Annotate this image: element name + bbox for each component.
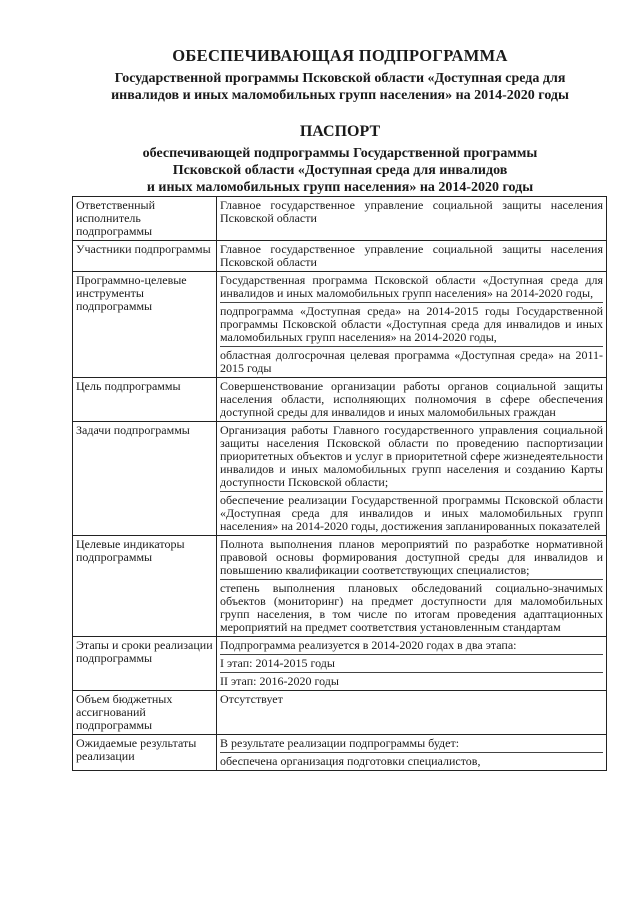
passport-subtitle-line: Псковской области «Доступная среда для инвалидов [172,163,508,178]
document-subtitle [60,70,620,104]
row-value [217,422,607,536]
document-subtitle-line: Государственной программы Псковской области «Доступная среда для [114,71,566,86]
value-paragraph: Главное государственное управление социальной защиты населения Псковской области [220,198,603,225]
row-value [217,197,607,241]
row-label: Программно-целевые инструменты подпрограммы [73,272,217,378]
value-paragraph: В результате реализации подпрограммы будет: [220,736,460,750]
row-value [217,637,607,691]
row-value [217,378,607,422]
value-paragraph: Совершенствование организации работы органов социальной защиты населения области, исполняющих полномочия в сфере обеспечения доступной среды для инвалидов и иных маломобильных граждан [220,379,603,419]
row-label: Цель подпрограммы [73,378,217,422]
row-value [217,272,607,378]
row-label: Целевые индикаторы подпрограммы [73,536,217,637]
table-row [73,637,607,691]
value-paragraph: Отсутствует [220,692,283,706]
value-paragraph: обеспечение реализации Государственной программы Псковской области «Доступная среда для инвалидов и иных маломобильных групп населения» на 2014-2020 годы, достижения запланированных показателей [220,493,603,533]
passport-subtitle-line: обеспечивающей подпрограммы Государственной программы [142,146,538,161]
table-row [73,241,607,272]
table-row [73,272,607,378]
document-title: ОБЕСПЕЧИВАЮЩАЯ ПОДПРОГРАММА [172,46,508,65]
value-paragraph: степень выполнения плановых обследований социально-значимых объектов (мониторинг) на предмет доступности для маломобильных групп населения, в том числе по итогам проведения адаптационных мероприятий на предмет соответствия установленным стандартам [220,581,603,634]
row-label: Ответственный исполнитель подпрограммы [73,197,217,241]
row-label: Задачи подпрограммы [73,422,217,536]
passport-subtitle-line: и иных маломобильных групп населения» на 2014-2020 годы [146,180,534,195]
table-row [73,691,607,735]
row-value [217,691,607,735]
row-value [217,735,607,771]
value-paragraph: Главное государственное управление социальной защиты населения Псковской области [220,242,603,269]
row-label: Этапы и сроки реализации подпрограммы [73,637,217,691]
row-label: Ожидаемые результаты реализации [73,735,217,771]
table-row [73,378,607,422]
value-paragraph: I этап: 2014-2015 годы [220,654,603,670]
value-paragraph: Полнота выполнения планов мероприятий по разработке нормативной правовой основы формирования доступной среды для инвалидов и повышению квалификации соответствующих специалистов; [220,537,603,577]
passport-title: ПАСПОРТ [299,123,381,140]
table-row [73,422,607,536]
row-label: Объем бюджетных ассигнований подпрограммы [73,691,217,735]
passport-table [72,196,607,771]
table-row [73,735,607,771]
value-paragraph: областная долгосрочная целевая программа «Доступная среда» на 2011-2015 годы [220,348,603,375]
row-value [217,536,607,637]
document-subtitle-line: инвалидов и иных маломобильных групп населения» на 2014-2020 годы [111,88,569,103]
value-paragraph: обеспечена организация подготовки специалистов, [220,752,603,768]
value-paragraph: подпрограмма «Доступная среда» на 2014-2015 годы Государственной программы Псковской области «Доступная среда для инвалидов и иных маломобильных групп населения» на 2014-2020 годы, [220,304,603,344]
row-value [217,241,607,272]
value-paragraph: Подпрограмма реализуется в 2014-2020 годах в два этапа: [220,638,517,652]
row-label: Участники подпрограммы [73,241,217,272]
value-paragraph: Организация работы Главного государственного управления социальной защиты населения Псковской области по проведению паспортизации приоритетных объектов и услуг в приоритетной сфере жизнедеятельности инвалидов и иных маломобильных групп населения и созданию Карты доступности Псковской области; [220,423,603,489]
passport-subtitle [60,145,620,196]
table-row [73,536,607,637]
value-paragraph: II этап: 2016-2020 годы [220,672,603,688]
table-row [73,197,607,241]
value-paragraph: Государственная программа Псковской области «Доступная среда для инвалидов и иных маломобильных групп населения» на 2014-2020 годы, [220,273,603,300]
